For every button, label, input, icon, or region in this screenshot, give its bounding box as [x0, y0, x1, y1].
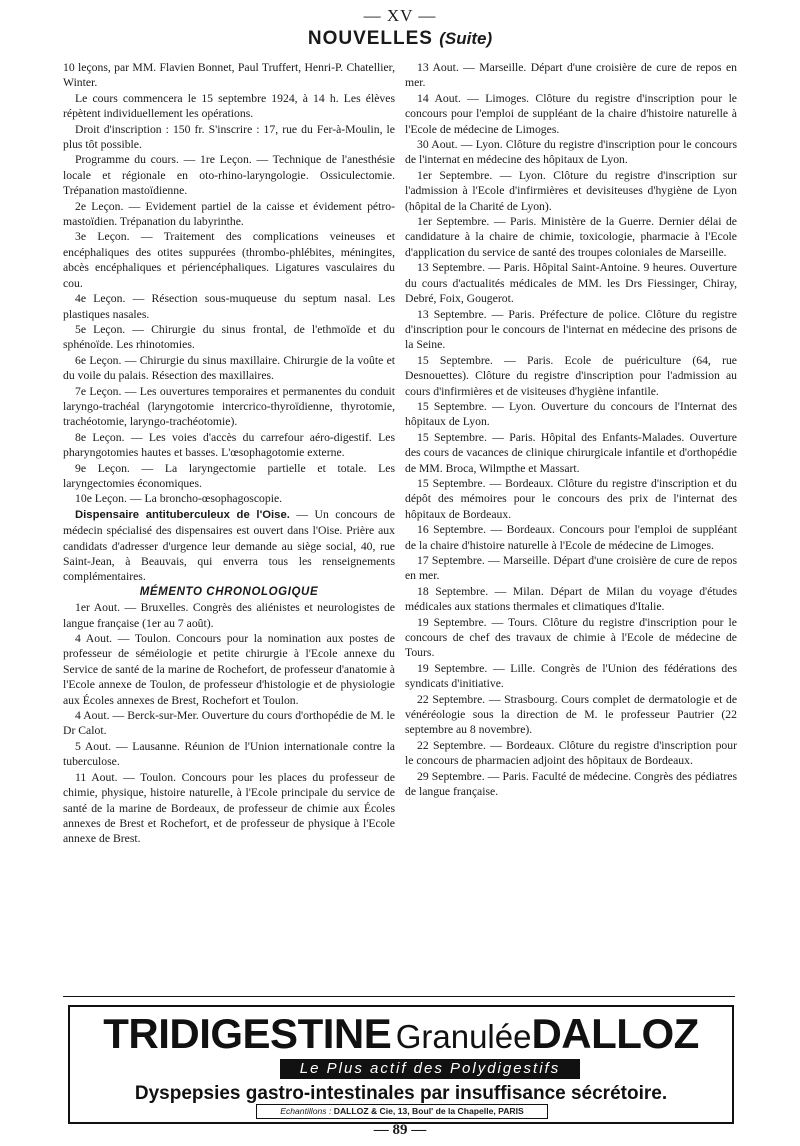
news-paragraph	[63, 430, 395, 461]
column-bottom-rule	[63, 996, 735, 997]
news-text: Programme du cours. — 1re Leçon. — Technique de l'anesthésie locale et régionale en oto-rhino-laryngologie. Ossiculectomie. Trépanation mastoïdienne.	[63, 153, 395, 198]
news-text: 15 Septembre. — Bordeaux. Clôture du registre d'inscription et du dépôt des mémoires pour le concours des prix de l'internat des hôpitaux de Bordeaux.	[405, 476, 737, 521]
news-paragraph	[405, 615, 737, 661]
news-paragraph	[63, 291, 395, 322]
section-title	[0, 28, 800, 50]
news-paragraph	[63, 491, 395, 506]
news-text: 19 Septembre. — Lille. Congrès de l'Union des fédérations des syndicats d'initiative.	[405, 661, 737, 691]
memento-heading	[63, 585, 395, 600]
news-text: 6e Leçon. — Chirurgie du sinus maxillaire. Chirurgie de la voûte et du voile du palais. Résection des maxillaires.	[63, 353, 395, 383]
ad-sample-address	[256, 1104, 548, 1119]
news-text: 15 Septembre. — Lyon. Ouverture du concours de l'Internat des hôpitaux de Lyon.	[405, 399, 737, 429]
news-text: 1er Septembre. — Paris. Ministère de la Guerre. Dernier délai de candidature à la chaire de chimie, toxicologie, pharmacie à l'Ecole d'application du service de santé des troupes coloniales de Marseille.	[405, 215, 737, 259]
news-paragraph	[63, 384, 395, 430]
news-paragraph	[405, 553, 737, 584]
ad-brand-name: TRIDIGESTINE	[103, 1010, 392, 1057]
news-paragraph	[63, 152, 395, 198]
ad-brand	[70, 1010, 732, 1058]
ad-tagline: Le Plus actif des Polydigestifs	[280, 1059, 580, 1079]
page-folio-top: — XV —	[363, 6, 437, 25]
ad-sample-label: Echantillons :	[280, 1106, 332, 1116]
news-paragraph	[405, 584, 737, 615]
ad-claim: Dyspepsies gastro-intestinales par insuffisance sécrétoire.	[134, 1083, 668, 1104]
news-text: 18 Septembre. — Milan. Départ de Milan du voyage d'études médicales aux stations thermales et climatiques d'Italie.	[405, 584, 737, 614]
news-paragraph	[405, 214, 737, 260]
news-paragraph	[63, 770, 395, 847]
news-text: 13 Septembre. — Paris. Hôpital Saint-Antoine. 9 heures. Ouverture du cours d'actualités médicales de MM. les Drs Fiessinger, Chiray, Debré, Foix, Gougerot.	[405, 261, 737, 306]
news-subheading: Dispensaire antituberculeux de l'Oise.	[75, 508, 290, 521]
news-text: 17 Septembre. — Marseille. Départ d'une croisière de cure de repos en mer.	[405, 554, 737, 583]
page-corner	[764, 1124, 800, 1146]
news-text: 8e Leçon. — Les voies d'accès du carrefour aéro-digestif. Les pharyngotomies hautes et basses. L'œsophagotomie externe.	[63, 430, 395, 460]
news-text: 30 Aout. — Lyon. Clôture du registre d'inscription pour le concours de l'internat en médecine des hôpitaux de Lyon.	[405, 138, 737, 167]
news-paragraph	[63, 60, 395, 91]
ad-brand-maker: DALLOZ	[531, 1010, 699, 1057]
news-paragraph	[405, 353, 737, 399]
news-paragraph	[63, 122, 395, 153]
news-text: 15 Septembre. — Paris. Hôpital des Enfants-Malades. Ouverture des cours de vacances de clinique chirurgicale infantile et d'orthopédie de MM. Broca, Wilmpthe et Massart.	[405, 430, 737, 475]
news-paragraph	[63, 322, 395, 353]
page-number: — 89 —	[373, 1122, 427, 1138]
news-text: 13 Septembre. — Paris. Préfecture de police. Clôture du registre d'inscription pour le concours de l'internat en médecine des prisons de la Seine.	[405, 307, 737, 352]
ad-brand-form: Granulée	[395, 1018, 532, 1055]
news-text: 15 Septembre. — Paris. Ecole de puériculture (64, rue Desnouettes). Clôture du registre d'inscription pour l'admission au cours d'infirmières et de visiteuses d'hygiène infantile.	[405, 353, 737, 398]
section-title-suffix: (Suite)	[439, 29, 493, 48]
news-text: 5 Aout. — Lausanne. Réunion de l'Union internationale contre la tuberculose.	[63, 739, 395, 769]
news-paragraph	[405, 738, 737, 769]
news-paragraph	[63, 739, 395, 770]
news-text: — Un concours de médecin spécialisé des dispensaires est ouvert dans l'Oise. Prière aux candidats d'adresser d'urgence leur demande au siège social, 40, rue Saint-Jean, à Beauvais, qui enverra tous les renseignements complémentaires.	[63, 507, 395, 584]
section-title-text: NOUVELLES	[307, 28, 433, 49]
news-text: 4e Leçon. — Résection sous-muqueuse du septum nasal. Les plastiques nasales.	[63, 292, 395, 321]
news-text: 4 Aout. — Toulon. Concours pour la nomination aux postes de professeur de séméiologie et petite chirurgie à l'Ecole annexe du Service de santé de la marine de Rochefort, de professeur d'anatomie à l'Ecole annexe de Toulon, de professeur d'histologie et de physiologie aux Écoles annexes de Brest, Rochefort et Toulon.	[63, 632, 395, 707]
news-text: 2e Leçon. — Evidement partiel de la caisse et évidement pétro-mastoïdien. Trépanation du labyrinthe.	[63, 199, 395, 229]
news-text: 13 Aout. — Marseille. Départ d'une croisière de cure de repos en mer.	[405, 61, 737, 90]
news-text: 4 Aout. — Berck-sur-Mer. Ouverture du cours d'orthopédie de M. le Dr Calot.	[63, 709, 395, 738]
news-text: 14 Aout. — Limoges. Clôture du registre d'inscription pour le concours pour l'emploi de suppléant de la chaire d'histoire naturelle à l'Ecole de médecine de Limoges.	[405, 91, 737, 136]
news-text: Droit d'inscription : 150 fr. S'inscrire : 17, rue du Fer-à-Moulin, le plus tôt possible.	[63, 122, 395, 152]
news-text: 22 Septembre. — Bordeaux. Clôture du registre d'inscription pour le concours de pharmacien adjoint des hôpitaux de Bordeaux.	[405, 738, 737, 768]
news-text: 10e Leçon. — La broncho-œsophagoscopie.	[75, 492, 283, 506]
news-paragraph	[405, 60, 737, 91]
news-text: MÉMENTO CHRONOLOGIQUE	[139, 585, 319, 598]
news-text: 9e Leçon. — La laryngectomie partielle et totale. Les laryngectomies économiques.	[63, 461, 395, 490]
news-paragraph	[405, 476, 737, 522]
news-text: 16 Septembre. — Bordeaux. Concours pour l'emploi de suppléant de la chaire d'histoire naturelle à l'Ecole de médecine de Limoges.	[405, 523, 737, 552]
news-text: Le cours commencera le 15 septembre 1924, à 14 h. Les élèves répètent individuellement les opérations.	[63, 91, 395, 121]
news-text: 22 Septembre. — Strasbourg. Cours complet de dermatologie et de vénéréologie sous la direction de M. le professeur Pautrier (22 septembre au 8 novembre).	[405, 692, 737, 737]
news-text: 19 Septembre. — Tours. Clôture du registre d'inscription pour le concours de chef des travaux de chimie à l'Ecole de médecine de Tours.	[405, 615, 737, 660]
news-text: 29 Septembre. — Paris. Faculté de médecine. Congrès des pédiatres de langue française.	[405, 769, 737, 799]
news-paragraph	[405, 91, 737, 137]
news-paragraph	[63, 353, 395, 384]
right-column	[405, 60, 737, 1000]
news-paragraph	[63, 229, 395, 291]
news-paragraph	[405, 661, 737, 692]
news-paragraph	[63, 507, 395, 585]
news-paragraph	[405, 692, 737, 738]
news-paragraph	[63, 199, 395, 230]
news-paragraph	[405, 769, 737, 800]
news-paragraph	[63, 708, 395, 739]
news-paragraph	[405, 168, 737, 214]
news-paragraph	[63, 461, 395, 492]
news-paragraph	[405, 137, 737, 168]
news-paragraph	[405, 399, 737, 430]
news-paragraph	[63, 600, 395, 631]
news-paragraph	[405, 307, 737, 353]
advertisement	[68, 1005, 734, 1124]
news-paragraph	[405, 430, 737, 476]
news-paragraph	[63, 631, 395, 708]
news-text: 7e Leçon. — Les ouvertures temporaires et permanentes du conduit laryngo-trachéal (laryngotomie intercrico-thyroïdienne, thyrotomie, trachéotomie, laryngo-trachéotomie).	[63, 384, 395, 429]
news-text: 1er Septembre. — Lyon. Clôture du registre d'inscription sur l'admission à l'Ecole d'infirmières et devisiteuses d'hygiène de Lyon (hôpital de la Charité de Lyon).	[405, 168, 737, 213]
news-paragraph	[63, 91, 395, 122]
news-text: 3e Leçon. — Traitement des complications veineuses et encéphaliques des otites suppurées (thrombo-phlébites, méningites, abcès encéphaliques et périencéphaliques. Ligatures vasculaires du cou.	[63, 230, 395, 290]
news-paragraph	[405, 260, 737, 306]
news-paragraph	[405, 522, 737, 553]
news-text: 10 leçons, par MM. Flavien Bonnet, Paul Truffert, Henri-P. Chatellier, Winter.	[63, 61, 395, 90]
news-text: 11 Aout. — Toulon. Concours pour les places du professeur de chimie, physique, histoire naturelle, à l'Ecole principale du service de santé de la marine de Bordeaux, de professeur de chimie aux Écoles annexes de Brest et Rochefort, et de professeur de physique à l'Ecole annexe de Brest.	[63, 770, 395, 846]
news-text: 1er Aout. — Bruxelles. Congrès des aliénistes et neurologistes de langue française (1er au 7 août).	[63, 601, 395, 630]
ad-sample-text: DALLOZ & Cie, 13, Boul' de la Chapelle, PARIS	[333, 1106, 524, 1116]
news-text: 5e Leçon. — Chirurgie du sinus frontal, de l'ethmoïde et du sphénoïde. Les rhinotomies.	[63, 322, 395, 352]
left-column	[63, 60, 395, 1000]
